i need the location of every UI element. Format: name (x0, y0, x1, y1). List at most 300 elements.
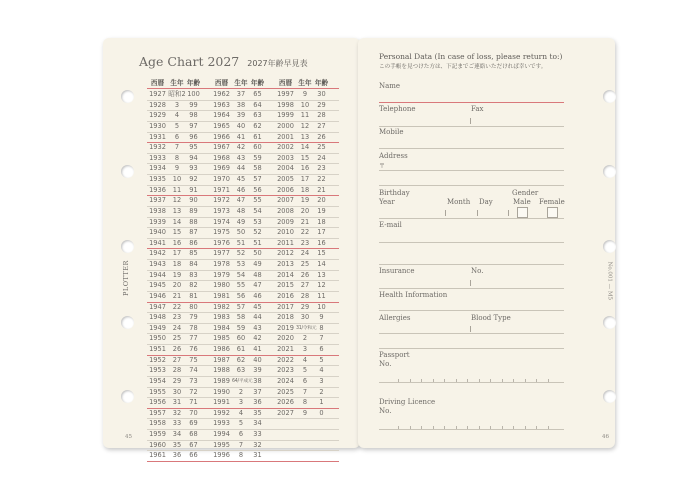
table-cell: 5 (319, 355, 324, 364)
row-group (211, 388, 275, 398)
column-header: 生年 (298, 79, 312, 87)
table-cell: 33 (253, 430, 262, 438)
table-cell: 42 (236, 143, 246, 152)
table-cell: 1953 (149, 366, 166, 375)
row-group (275, 356, 339, 366)
table-cell: 1945 (149, 281, 166, 290)
table-row (147, 377, 339, 388)
table-cell: 36 (253, 398, 262, 407)
row-group (211, 313, 275, 323)
table-cell: 1928 (149, 100, 166, 109)
row-group (211, 164, 275, 174)
table-cell: 55 (253, 196, 262, 205)
table-cell: 35 (253, 408, 262, 417)
table-cell: 30 (300, 313, 310, 322)
table-cell: 0 (319, 408, 324, 417)
table-cell: 13 (172, 206, 182, 215)
row-group (211, 154, 275, 164)
table-cell: 10 (317, 302, 326, 311)
passport-field[interactable] (379, 382, 564, 383)
row-group (211, 260, 275, 270)
personal-data-page (358, 38, 615, 448)
row-group (211, 334, 275, 344)
row-group (275, 218, 339, 228)
table-cell: 1934 (149, 164, 166, 173)
table-cell: 1952 (149, 355, 166, 364)
row-group (275, 249, 339, 259)
table-cell: 8 (302, 398, 308, 407)
postal-mark: 〒 (379, 163, 386, 170)
table-cell: 26 (172, 345, 182, 353)
row-group (147, 409, 211, 419)
table-cell: 43 (253, 323, 262, 332)
table-cell: 27 (172, 355, 182, 364)
blood-type-label: Blood Type (471, 314, 511, 322)
row-group (147, 324, 211, 334)
table-cell: 1929 (149, 111, 166, 120)
table-cell: 72 (189, 387, 198, 396)
table-cell: 47 (253, 281, 262, 290)
row-group (275, 398, 339, 408)
table-cell: 1 (319, 398, 324, 407)
table-cell: 62 (253, 121, 262, 130)
fax-label: Fax (471, 105, 484, 113)
table-cell: 75 (189, 355, 198, 364)
row-group (147, 281, 211, 291)
female-checkbox[interactable] (547, 207, 558, 218)
table-cell: 23 (300, 238, 310, 247)
table-cell: 7 (302, 387, 308, 396)
table-row (147, 207, 339, 218)
table-cell: 24 (300, 249, 310, 258)
table-cell: 32 (253, 440, 262, 449)
table-cell: 3 (302, 345, 308, 353)
table-cell: 2016 (277, 291, 294, 300)
table-row (147, 196, 339, 207)
table-row (147, 260, 339, 271)
table-cell: 26 (300, 270, 310, 279)
licence-no-label: No. (379, 407, 392, 415)
health-field[interactable] (379, 310, 564, 311)
table-cell: 8 (319, 323, 324, 332)
page-number: 45 (125, 434, 132, 440)
table-cell: 66 (189, 451, 198, 460)
row-group (211, 271, 275, 281)
header-group (211, 78, 275, 88)
table-cell: 28 (317, 111, 326, 120)
row-group (147, 419, 211, 429)
row-group (275, 303, 339, 313)
table-row (147, 249, 339, 260)
table-row (147, 430, 339, 441)
insurance-field[interactable] (379, 288, 564, 289)
table-row (147, 90, 339, 101)
passport-label: Passport (379, 351, 410, 359)
row-group (211, 398, 275, 408)
row-group (147, 430, 211, 440)
table-cell: 1987 (213, 355, 230, 364)
table-cell: 60 (236, 334, 246, 343)
table-cell: 4 (174, 111, 180, 120)
table-cell: 23 (172, 313, 182, 322)
table-cell: 73 (189, 376, 198, 385)
row-group (275, 101, 339, 111)
table-cell: 28 (172, 366, 182, 375)
row-group (211, 111, 275, 121)
table-cell: 52 (236, 249, 246, 258)
table-cell: 96 (189, 132, 198, 141)
table-cell: 2011 (277, 238, 294, 247)
row-group (275, 430, 339, 440)
table-cell: 1988 (213, 366, 230, 375)
table-cell: 1932 (149, 143, 166, 152)
table-row (147, 313, 339, 324)
table-cell: 2027 (277, 408, 294, 417)
table-cell: 1958 (149, 419, 166, 428)
table-cell: 1985 (213, 334, 230, 343)
table-row (147, 366, 339, 377)
table-cell (314, 451, 329, 461)
table-cell (314, 430, 329, 440)
table-cell: 53 (236, 260, 246, 268)
table-row (147, 143, 339, 154)
table-cell: 17 (300, 175, 310, 183)
table-cell: 91 (189, 185, 198, 194)
table-cell: 2025 (277, 387, 294, 396)
table-cell: 56 (236, 291, 246, 300)
row-group (211, 451, 275, 461)
row-group (211, 133, 275, 143)
table-cell: 50 (253, 249, 262, 258)
row-group (211, 218, 275, 228)
row-group (211, 430, 275, 440)
table-cell: 1986 (213, 345, 230, 353)
row-group (147, 334, 211, 344)
row-group (211, 419, 275, 429)
table-cell: 1983 (213, 313, 230, 322)
table-cell: 62 (236, 355, 246, 364)
row-group (211, 441, 275, 451)
table-cell: 52 (253, 228, 262, 237)
row-group (211, 101, 275, 111)
email-label: E-mail (379, 221, 402, 229)
table-cell: 14 (317, 260, 326, 268)
birthday-field[interactable] (379, 218, 564, 219)
table-cell (275, 430, 296, 440)
row-group (147, 228, 211, 238)
row-group (211, 324, 275, 334)
table-cell: 1969 (213, 164, 230, 173)
table-cell: 1976 (213, 238, 230, 247)
table-cell: 2004 (277, 164, 294, 173)
table-cell: 51 (253, 238, 262, 247)
age-chart-table (147, 78, 339, 462)
row-group (275, 207, 339, 217)
table-cell: 4 (302, 355, 308, 364)
name-field[interactable] (379, 102, 564, 103)
row-group (275, 186, 339, 196)
table-cell: 7 (238, 440, 244, 449)
row-group (147, 207, 211, 217)
binder-hole (121, 240, 134, 253)
licence-field[interactable] (379, 429, 564, 430)
row-group (211, 207, 275, 217)
row-group (147, 164, 211, 174)
row-group (147, 239, 211, 249)
column-header: 西暦 (150, 79, 165, 87)
age-chart-page (103, 38, 360, 460)
table-cell: 37 (253, 387, 262, 396)
table-cell: 1982 (213, 302, 230, 311)
table-cell: 67 (189, 440, 198, 449)
email-field-1[interactable] (379, 242, 564, 243)
table-cell: 6 (302, 376, 308, 385)
table-cell: 97 (189, 121, 198, 130)
table-cell: 22 (317, 175, 326, 183)
telephone-field[interactable] (379, 126, 564, 127)
column-header: 年齢 (186, 79, 201, 87)
table-cell: 4 (238, 408, 244, 417)
row-group (275, 228, 339, 238)
header-group (147, 78, 211, 88)
email-field-2[interactable] (379, 264, 564, 265)
row-group (211, 186, 275, 196)
row-group (211, 249, 275, 259)
table-row (147, 271, 339, 282)
row-group (211, 239, 275, 249)
male-checkbox[interactable] (517, 207, 528, 218)
table-cell: 27 (317, 121, 326, 130)
table-cell: 6 (174, 132, 180, 141)
table-cell: 2009 (277, 217, 294, 226)
table-cell: 1956 (149, 398, 166, 407)
row-group (275, 324, 339, 334)
row-group (147, 303, 211, 313)
divider (470, 118, 471, 124)
table-cell: 5 (238, 419, 244, 428)
table-cell: 32 (172, 408, 182, 417)
row-group (275, 313, 339, 323)
table-row (147, 441, 339, 452)
row-group (275, 388, 339, 398)
row-group (211, 143, 275, 153)
table-cell: 61 (253, 132, 262, 141)
table-cell: 2019 (277, 323, 294, 332)
year-label: Year (379, 198, 395, 206)
table-cell: 57 (253, 175, 262, 183)
table-cell: 12 (317, 281, 326, 290)
table-cell: 1938 (149, 206, 166, 215)
table-cell: 9 (302, 90, 308, 98)
table-cell: 40 (253, 355, 262, 364)
table-row (147, 419, 339, 430)
table-row (147, 218, 339, 229)
table-cell: 61 (236, 345, 246, 353)
table-cell: 69 (189, 419, 198, 428)
table-cell: 昭和2 (168, 90, 186, 98)
day-label: Day (479, 198, 493, 206)
personal-data-title: Personal Data (In case of loss, please return to:) (379, 52, 563, 61)
row-group (275, 122, 339, 132)
table-cell: 20 (317, 196, 326, 205)
table-cell: 28 (300, 291, 310, 300)
table-cell: 2003 (277, 153, 294, 162)
row-group (211, 90, 275, 100)
row-group (147, 260, 211, 270)
table-cell: 2 (319, 387, 324, 396)
table-cell: 63 (236, 366, 246, 375)
row-group (147, 441, 211, 451)
table-cell: 18 (317, 217, 326, 226)
binder-hole (603, 240, 616, 253)
binder-hole (121, 390, 134, 403)
table-cell: 83 (189, 270, 198, 279)
row-group (147, 292, 211, 302)
table-cell: 48 (236, 206, 246, 215)
table-cell: 34 (253, 419, 262, 428)
table-row (147, 451, 339, 462)
row-group (147, 377, 211, 387)
table-cell: 1946 (149, 291, 166, 300)
row-group (275, 260, 339, 270)
table-cell: 11 (172, 185, 182, 194)
table-cell: 1979 (213, 270, 230, 279)
table-cell: 1995 (213, 440, 230, 449)
column-header: 年齢 (314, 79, 329, 87)
table-cell: 2000 (277, 121, 294, 130)
table-cell: 1991 (213, 398, 230, 407)
table-cell: 22 (300, 228, 310, 237)
table-cell: 1941 (149, 238, 166, 247)
row-group (147, 133, 211, 143)
row-group (211, 409, 275, 419)
table-cell: 64/平成元 (232, 378, 253, 384)
table-cell: 60 (253, 143, 262, 152)
column-header: 生年 (234, 79, 248, 87)
table-cell: 76 (189, 345, 198, 353)
table-cell: 68 (189, 430, 198, 438)
table-cell: 81 (189, 291, 198, 300)
table-cell: 2014 (277, 270, 294, 279)
table-cell: 2005 (277, 175, 294, 183)
table-cell: 24 (317, 153, 326, 162)
table-cell: 39 (236, 111, 246, 120)
row-group (147, 451, 211, 461)
table-cell: 3 (238, 398, 244, 407)
row-group (275, 451, 339, 461)
table-cell: 2012 (277, 249, 294, 258)
row-group (147, 196, 211, 206)
table-row (147, 175, 339, 186)
row-group (275, 90, 339, 100)
table-cell: 7 (319, 334, 324, 343)
row-group (147, 356, 211, 366)
table-cell: 38 (253, 376, 262, 385)
address-field-1[interactable] (379, 170, 564, 171)
row-group (275, 366, 339, 376)
row-group (275, 164, 339, 174)
table-cell: 7 (174, 143, 180, 152)
row-group (275, 143, 339, 153)
table-cell: 10 (172, 175, 182, 183)
female-label: Female (539, 198, 565, 206)
table-cell: 47 (236, 196, 246, 205)
table-cell: 1937 (149, 196, 166, 205)
table-cell: 1974 (213, 217, 230, 226)
refill-code: No.001 — M5 (606, 261, 612, 300)
row-group (275, 196, 339, 206)
table-cell: 19 (317, 206, 326, 215)
table-cell: 1997 (277, 90, 294, 98)
table-cell: 1999 (277, 111, 294, 120)
table-cell: 1977 (213, 249, 230, 258)
table-row (147, 292, 339, 303)
table-cell: 80 (189, 302, 198, 311)
table-cell: 16 (300, 164, 310, 173)
table-cell: 89 (189, 206, 198, 215)
table-cell: 15 (317, 249, 326, 258)
table-cell: 11 (317, 291, 326, 300)
mobile-field[interactable] (379, 148, 564, 149)
table-cell: 82 (189, 281, 198, 290)
table-cell: 22 (172, 302, 182, 311)
table-cell: 36 (172, 451, 182, 460)
table-cell: 13 (300, 132, 310, 141)
table-cell: 34 (172, 430, 182, 438)
table-cell: 29 (300, 302, 310, 311)
row-group (275, 419, 339, 429)
row-group (275, 133, 339, 143)
table-cell: 41 (236, 132, 246, 141)
table-cell: 44 (236, 164, 246, 173)
row-group (147, 154, 211, 164)
table-cell: 25 (300, 260, 310, 268)
row-group (211, 228, 275, 238)
table-cell: 1961 (149, 451, 166, 460)
table-cell: 9 (174, 164, 180, 173)
table-cell: 4 (319, 366, 324, 375)
table-cell: 42 (253, 334, 262, 343)
male-label: Male (513, 198, 531, 206)
row-group (211, 175, 275, 185)
row-group (211, 303, 275, 313)
table-cell: 2015 (277, 281, 294, 290)
allergies-field[interactable] (379, 333, 564, 334)
table-cell: 2010 (277, 228, 294, 237)
row-group (147, 398, 211, 408)
table-cell: 1943 (149, 260, 166, 268)
table-cell: 29 (317, 100, 326, 109)
address-field-2[interactable] (379, 185, 564, 186)
row-group (211, 196, 275, 206)
table-cell: 29 (172, 376, 182, 385)
table-cell (314, 419, 329, 429)
allergies-field-2[interactable] (379, 348, 564, 349)
row-group (147, 218, 211, 228)
table-cell: 1959 (149, 430, 166, 438)
row-group (147, 249, 211, 259)
row-group (211, 377, 275, 387)
table-cell: 85 (189, 249, 198, 258)
row-group (147, 186, 211, 196)
row-group (211, 281, 275, 291)
brand-label: PLOTTER (122, 260, 130, 296)
binder-hole (603, 90, 616, 103)
table-cell: 1966 (213, 132, 230, 141)
table-cell: 6 (238, 430, 244, 438)
table-cell: 100 (187, 90, 200, 98)
table-cell: 2023 (277, 366, 294, 375)
